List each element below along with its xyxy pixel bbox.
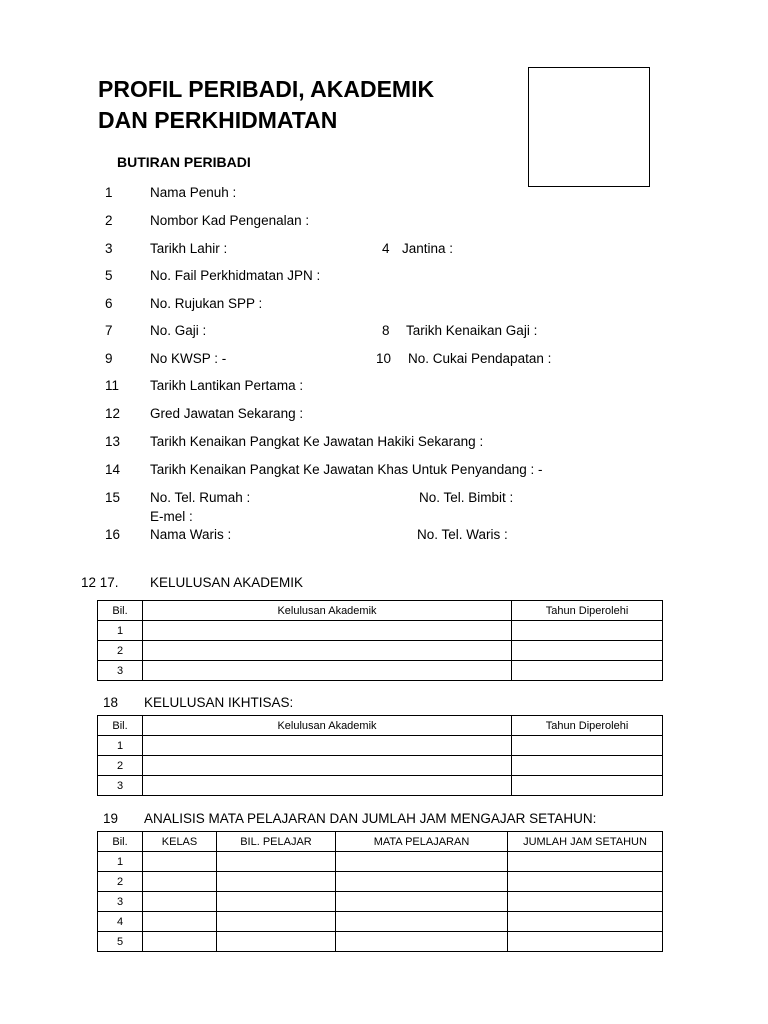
section-personal-heading: BUTIRAN PERIBADI xyxy=(117,154,251,170)
field-ic-number: Nombor Kad Pengenalan : xyxy=(150,213,310,228)
column-header: Tahun Diperolehi xyxy=(512,716,663,736)
table-cell[interactable] xyxy=(512,756,663,776)
field-number: 4 xyxy=(382,241,390,256)
table-cell[interactable] xyxy=(508,892,663,912)
table-cell[interactable] xyxy=(143,756,512,776)
field-number: 7 xyxy=(105,323,113,338)
table-cell[interactable] xyxy=(143,661,512,681)
table-row xyxy=(98,852,663,872)
table-cell[interactable] xyxy=(217,872,336,892)
section-18-number: 18 xyxy=(103,695,119,710)
column-header: JUMLAH JAM SETAHUN xyxy=(508,832,663,852)
table-cell[interactable] xyxy=(143,872,217,892)
table-cell[interactable] xyxy=(512,621,663,641)
field-promotion-date: Tarikh Kenaikan Pangkat Ke Jawatan Hakiki Sekarang : xyxy=(150,434,484,449)
field-number: 14 xyxy=(105,462,121,477)
row-number: 5 xyxy=(98,932,143,952)
table-cell[interactable] xyxy=(512,736,663,756)
field-gender: Jantina : xyxy=(402,241,454,256)
table-cell[interactable] xyxy=(217,912,336,932)
row-number: 4 xyxy=(98,912,143,932)
field-number: 8 xyxy=(382,323,390,338)
table-row xyxy=(98,661,663,681)
field-number: 5 xyxy=(105,268,113,283)
field-number: 3 xyxy=(105,241,113,256)
field-number: 16 xyxy=(105,527,121,542)
table-header-row xyxy=(98,716,663,736)
table-cell[interactable] xyxy=(512,661,663,681)
table-cell[interactable] xyxy=(508,872,663,892)
row-number: 3 xyxy=(98,776,143,796)
table-cell[interactable] xyxy=(143,912,217,932)
row-number: 1 xyxy=(98,621,143,641)
table-cell[interactable] xyxy=(336,932,508,952)
table-cell[interactable] xyxy=(512,776,663,796)
section-19-number: 19 xyxy=(103,811,119,826)
table-cell[interactable] xyxy=(336,852,508,872)
table-row xyxy=(98,872,663,892)
field-special-promotion-date: Tarikh Kenaikan Pangkat Ke Jawatan Khas Untuk Penyandang : - xyxy=(150,462,543,477)
table-row xyxy=(98,892,663,912)
row-number: 2 xyxy=(98,756,143,776)
field-first-appointment: Tarikh Lantikan Pertama : xyxy=(150,378,304,393)
table-cell[interactable] xyxy=(508,852,663,872)
row-number: 1 xyxy=(98,852,143,872)
page-title-line1: PROFIL PERIBADI, AKADEMIK xyxy=(98,76,435,102)
table-cell[interactable] xyxy=(143,641,512,661)
field-number: 9 xyxy=(105,351,113,366)
column-header: Bil. xyxy=(98,832,143,852)
column-header: MATA PELAJARAN xyxy=(336,832,508,852)
table-cell[interactable] xyxy=(217,852,336,872)
field-number: 10 xyxy=(376,351,392,366)
table-cell[interactable] xyxy=(143,932,217,952)
table-row xyxy=(98,912,663,932)
column-header: BIL. PELAJAR xyxy=(217,832,336,852)
column-header: Bil. xyxy=(98,716,143,736)
photo-box[interactable] xyxy=(528,67,650,187)
section-18-heading: KELULUSAN IKHTISAS: xyxy=(144,695,294,710)
field-salary-no: No. Gaji : xyxy=(150,323,207,338)
field-number: 12 xyxy=(105,406,121,421)
row-number: 3 xyxy=(98,661,143,681)
table-row xyxy=(98,736,663,756)
table-cell[interactable] xyxy=(217,892,336,912)
field-email: E-mel : xyxy=(150,509,193,524)
table-row xyxy=(98,776,663,796)
table-header-row xyxy=(98,832,663,852)
table-row xyxy=(98,621,663,641)
field-heir-name: Nama Waris : xyxy=(150,527,232,542)
section-17-number: 12 17. xyxy=(81,575,119,590)
table-cell[interactable] xyxy=(336,892,508,912)
table-cell[interactable] xyxy=(143,621,512,641)
table-cell[interactable] xyxy=(143,736,512,756)
column-header: KELAS xyxy=(143,832,217,852)
table-cell[interactable] xyxy=(143,776,512,796)
row-number: 3 xyxy=(98,892,143,912)
teaching-hours-table xyxy=(97,831,663,952)
field-full-name: Nama Penuh : xyxy=(150,185,237,200)
table-cell[interactable] xyxy=(508,932,663,952)
column-header: Kelulusan Akademik xyxy=(143,601,512,621)
field-number: 11 xyxy=(105,378,120,393)
table-row xyxy=(98,756,663,776)
table-cell[interactable] xyxy=(508,912,663,932)
table-row xyxy=(98,932,663,952)
field-number: 2 xyxy=(105,213,113,228)
column-header: Bil. xyxy=(98,601,143,621)
field-income-tax: No. Cukai Pendapatan : xyxy=(408,351,552,366)
academic-qualification-table xyxy=(97,600,663,681)
row-number: 2 xyxy=(98,641,143,661)
field-mobile-phone: No. Tel. Bimbit : xyxy=(419,490,514,505)
table-cell[interactable] xyxy=(336,872,508,892)
field-home-phone: No. Tel. Rumah : xyxy=(150,490,251,505)
field-number: 6 xyxy=(105,296,113,311)
field-heir-phone: No. Tel. Waris : xyxy=(417,527,508,542)
field-service-file: No. Fail Perkhidmatan JPN : xyxy=(150,268,321,283)
row-number: 1 xyxy=(98,736,143,756)
field-spp-ref: No. Rujukan SPP : xyxy=(150,296,263,311)
table-cell[interactable] xyxy=(336,912,508,932)
professional-qualification-table xyxy=(97,715,663,796)
section-17-heading: KELULUSAN AKADEMIK xyxy=(150,575,304,590)
column-header: Kelulusan Akademik xyxy=(143,716,512,736)
field-number: 13 xyxy=(105,434,121,449)
field-birth-date: Tarikh Lahir : xyxy=(150,241,228,256)
table-header-row xyxy=(98,601,663,621)
table-cell[interactable] xyxy=(217,932,336,952)
field-number: 1 xyxy=(105,185,113,200)
table-cell[interactable] xyxy=(143,892,217,912)
field-current-grade: Gred Jawatan Sekarang : xyxy=(150,406,304,421)
field-kwsp: No KWSP : - xyxy=(150,351,227,366)
table-cell[interactable] xyxy=(512,641,663,661)
table-row xyxy=(98,641,663,661)
page-title-line2: DAN PERKHIDMATAN xyxy=(98,107,338,133)
table-cell[interactable] xyxy=(143,852,217,872)
column-header: Tahun Diperolehi xyxy=(512,601,663,621)
field-number: 15 xyxy=(105,490,121,505)
section-19-heading: ANALISIS MATA PELAJARAN DAN JUMLAH JAM MENGAJAR SETAHUN: xyxy=(144,811,597,826)
row-number: 2 xyxy=(98,872,143,892)
field-salary-increment-date: Tarikh Kenaikan Gaji : xyxy=(406,323,538,338)
